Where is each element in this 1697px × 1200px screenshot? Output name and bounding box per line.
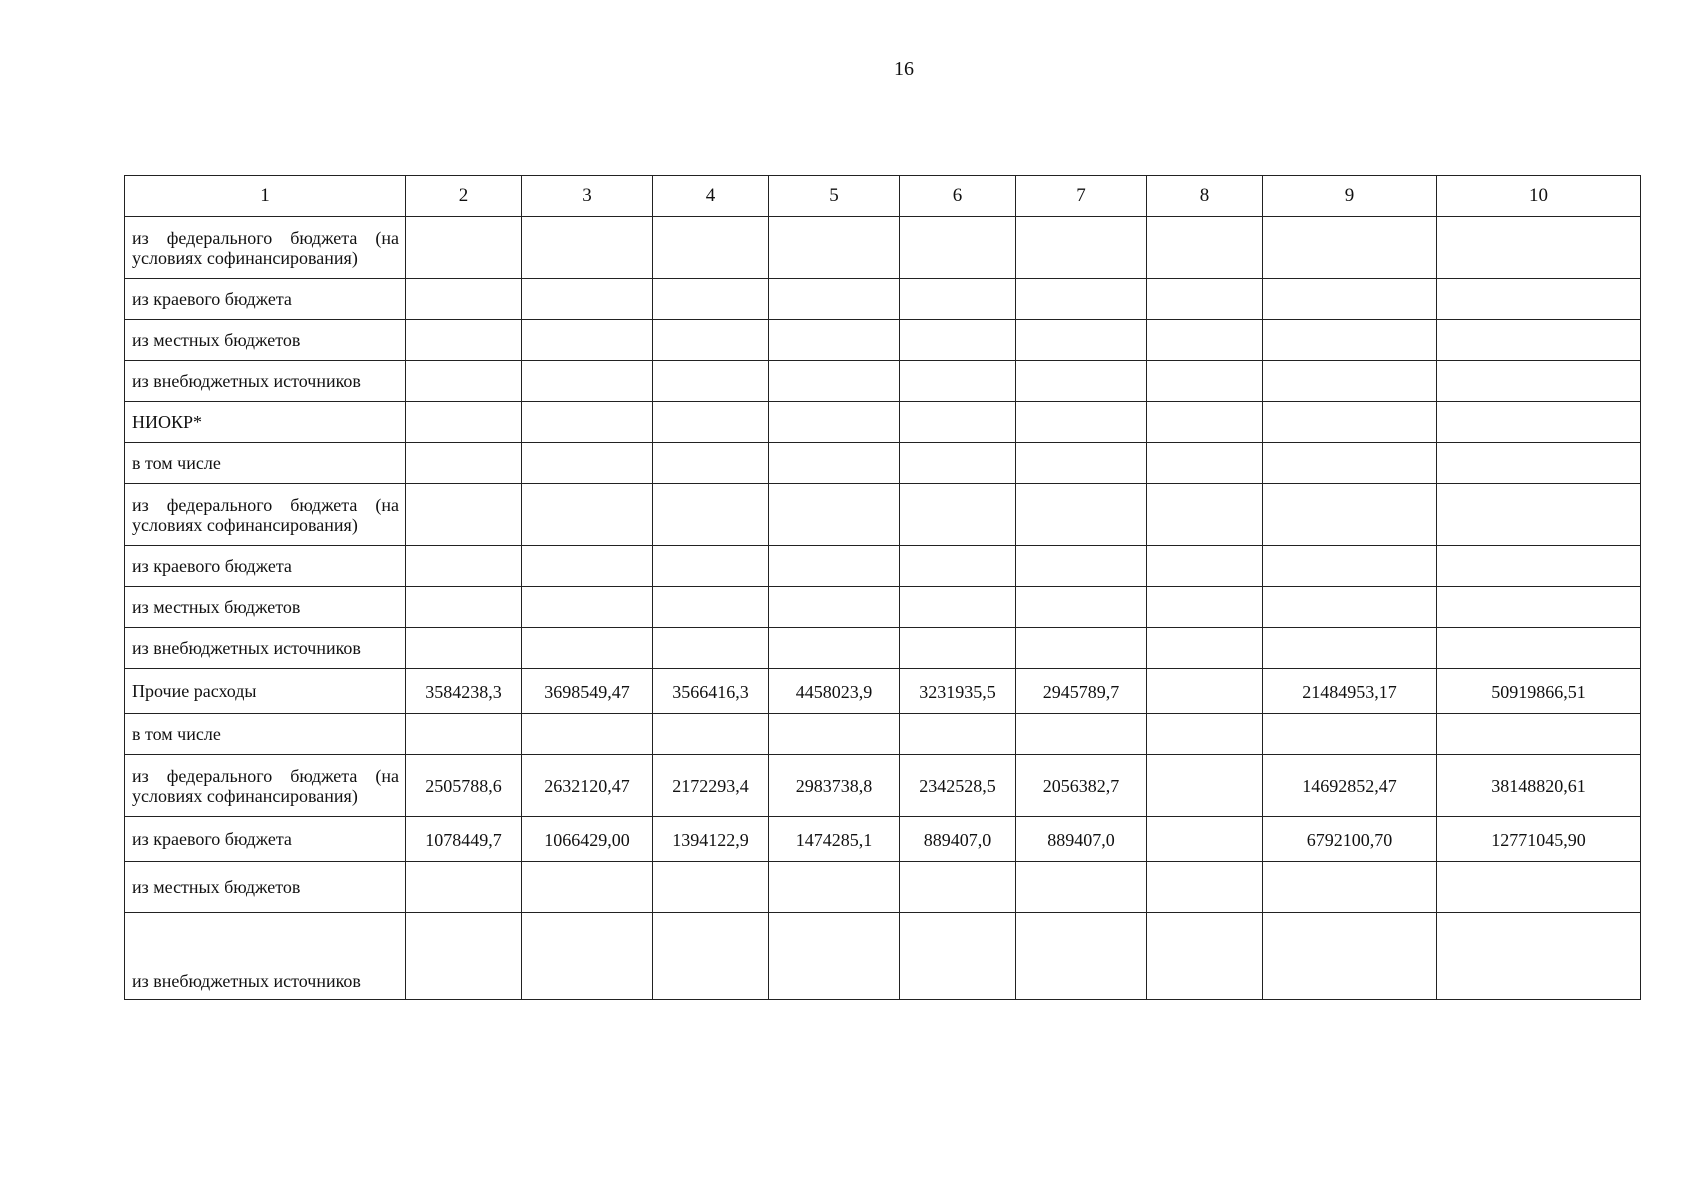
cell-value: [653, 862, 769, 913]
cell-value: [406, 217, 522, 279]
cell-value: [653, 546, 769, 587]
cell-value: [522, 443, 653, 484]
cell-value: [900, 361, 1016, 402]
row-label: из федерального бюджета (на условиях софинансирования): [125, 755, 406, 817]
cell-value: [653, 484, 769, 546]
column-header: 4: [653, 176, 769, 217]
row-label: из местных бюджетов: [125, 320, 406, 361]
column-header: 5: [769, 176, 900, 217]
header-row: [125, 176, 1641, 217]
table-row: [125, 862, 1641, 913]
cell-value: [1437, 913, 1641, 1000]
row-label: из внебюджетных источников: [125, 628, 406, 669]
table-row: [125, 913, 1641, 1000]
cell-value: 3698549,47: [522, 669, 653, 714]
cell-value: [1016, 484, 1147, 546]
cell-value: [1437, 628, 1641, 669]
cell-value: 2505788,6: [406, 755, 522, 817]
cell-value: [900, 628, 1016, 669]
cell-value: [900, 402, 1016, 443]
cell-value: [900, 484, 1016, 546]
cell-value: 3231935,5: [900, 669, 1016, 714]
cell-value: [406, 279, 522, 320]
cell-value: 889407,0: [1016, 817, 1147, 862]
row-label: в том числе: [125, 443, 406, 484]
cell-value: 2172293,4: [653, 755, 769, 817]
cell-value: [1437, 217, 1641, 279]
cell-value: [1016, 862, 1147, 913]
row-label: НИОКР*: [125, 402, 406, 443]
cell-value: [1147, 443, 1263, 484]
cell-value: [1147, 817, 1263, 862]
cell-value: [653, 217, 769, 279]
cell-value: [1016, 913, 1147, 1000]
cell-value: [653, 320, 769, 361]
table-row: [125, 587, 1641, 628]
column-header: 7: [1016, 176, 1147, 217]
cell-value: [522, 217, 653, 279]
cell-value: [522, 546, 653, 587]
cell-value: [900, 443, 1016, 484]
cell-value: [769, 402, 900, 443]
cell-value: [1016, 443, 1147, 484]
cell-value: 38148820,61: [1437, 755, 1641, 817]
row-label: из местных бюджетов: [125, 862, 406, 913]
cell-value: 2056382,7: [1016, 755, 1147, 817]
cell-value: [1147, 546, 1263, 587]
row-label: из краевого бюджета: [125, 817, 406, 862]
column-header: 9: [1263, 176, 1437, 217]
table-row: [125, 484, 1641, 546]
cell-value: 2632120,47: [522, 755, 653, 817]
cell-value: [406, 484, 522, 546]
cell-value: [1147, 628, 1263, 669]
cell-value: [900, 587, 1016, 628]
cell-value: [406, 587, 522, 628]
row-label: из внебюджетных источников: [125, 913, 406, 1000]
cell-value: [1437, 279, 1641, 320]
cell-value: [522, 361, 653, 402]
cell-value: [653, 279, 769, 320]
cell-value: [1147, 862, 1263, 913]
table-row: [125, 669, 1641, 714]
row-label: из федерального бюджета (на условиях софинансирования): [125, 484, 406, 546]
table-row: [125, 361, 1641, 402]
cell-value: [769, 546, 900, 587]
cell-value: 4458023,9: [769, 669, 900, 714]
cell-value: 1394122,9: [653, 817, 769, 862]
cell-value: [769, 484, 900, 546]
cell-value: [522, 279, 653, 320]
cell-value: [653, 587, 769, 628]
cell-value: 1066429,00: [522, 817, 653, 862]
cell-value: [769, 361, 900, 402]
cell-value: [653, 628, 769, 669]
row-label: из местных бюджетов: [125, 587, 406, 628]
cell-value: [522, 628, 653, 669]
cell-value: [1437, 587, 1641, 628]
row-label: из краевого бюджета: [125, 279, 406, 320]
cell-value: [653, 714, 769, 755]
cell-value: [769, 279, 900, 320]
column-header: 10: [1437, 176, 1641, 217]
cell-value: 3566416,3: [653, 669, 769, 714]
cell-value: [522, 913, 653, 1000]
cell-value: [1016, 587, 1147, 628]
cell-value: [406, 862, 522, 913]
cell-value: [1016, 217, 1147, 279]
cell-value: [1437, 546, 1641, 587]
cell-value: 1078449,7: [406, 817, 522, 862]
row-label: из федерального бюджета (на условиях софинансирования): [125, 217, 406, 279]
cell-value: [1263, 443, 1437, 484]
cell-value: [1437, 443, 1641, 484]
row-label: Прочие расходы: [125, 669, 406, 714]
cell-value: [1016, 320, 1147, 361]
cell-value: [1263, 279, 1437, 320]
cell-value: 1474285,1: [769, 817, 900, 862]
cell-value: [900, 320, 1016, 361]
cell-value: [653, 443, 769, 484]
table-row: [125, 817, 1641, 862]
cell-value: [522, 320, 653, 361]
column-header: 2: [406, 176, 522, 217]
cell-value: [406, 320, 522, 361]
cell-value: 12771045,90: [1437, 817, 1641, 862]
cell-value: [769, 628, 900, 669]
cell-value: [406, 443, 522, 484]
cell-value: [769, 862, 900, 913]
cell-value: [653, 402, 769, 443]
cell-value: [1147, 279, 1263, 320]
cell-value: [653, 361, 769, 402]
cell-value: 2983738,8: [769, 755, 900, 817]
cell-value: [1147, 669, 1263, 714]
cell-value: [900, 714, 1016, 755]
cell-value: [1147, 402, 1263, 443]
row-label: из внебюджетных источников: [125, 361, 406, 402]
column-header: 1: [125, 176, 406, 217]
cell-value: [900, 913, 1016, 1000]
cell-value: [1437, 714, 1641, 755]
cell-value: [1437, 402, 1641, 443]
cell-value: [1016, 361, 1147, 402]
cell-value: [522, 484, 653, 546]
cell-value: 21484953,17: [1263, 669, 1437, 714]
cell-value: [406, 628, 522, 669]
cell-value: [1016, 279, 1147, 320]
cell-value: [1263, 714, 1437, 755]
cell-value: [1147, 217, 1263, 279]
cell-value: [1147, 913, 1263, 1000]
cell-value: [406, 714, 522, 755]
cell-value: [769, 714, 900, 755]
cell-value: [900, 546, 1016, 587]
cell-value: [1437, 320, 1641, 361]
budget-table: [124, 175, 1641, 1000]
cell-value: [1147, 361, 1263, 402]
cell-value: [769, 443, 900, 484]
cell-value: [1437, 484, 1641, 546]
cell-value: [900, 862, 1016, 913]
cell-value: [522, 862, 653, 913]
cell-value: [1437, 361, 1641, 402]
cell-value: 2342528,5: [900, 755, 1016, 817]
cell-value: [406, 402, 522, 443]
table-row: [125, 714, 1641, 755]
cell-value: [1263, 862, 1437, 913]
cell-value: [406, 913, 522, 1000]
cell-value: [769, 217, 900, 279]
cell-value: [769, 320, 900, 361]
table-row: [125, 402, 1641, 443]
cell-value: [1263, 320, 1437, 361]
cell-value: [1147, 484, 1263, 546]
cell-value: 50919866,51: [1437, 669, 1641, 714]
column-header: 8: [1147, 176, 1263, 217]
cell-value: [1147, 587, 1263, 628]
cell-value: [1147, 320, 1263, 361]
row-label: в том числе: [125, 714, 406, 755]
cell-value: [1016, 628, 1147, 669]
cell-value: [1016, 714, 1147, 755]
cell-value: [900, 217, 1016, 279]
table-row: [125, 546, 1641, 587]
cell-value: [1263, 484, 1437, 546]
cell-value: 6792100,70: [1263, 817, 1437, 862]
cell-value: 14692852,47: [1263, 755, 1437, 817]
cell-value: [406, 361, 522, 402]
cell-value: [1147, 755, 1263, 817]
row-label: из краевого бюджета: [125, 546, 406, 587]
column-header: 6: [900, 176, 1016, 217]
cell-value: [522, 402, 653, 443]
cell-value: 2945789,7: [1016, 669, 1147, 714]
cell-value: [1437, 862, 1641, 913]
table-row: [125, 217, 1641, 279]
table-row: [125, 443, 1641, 484]
cell-value: 889407,0: [900, 817, 1016, 862]
table-row: [125, 755, 1641, 817]
cell-value: [1263, 402, 1437, 443]
cell-value: [1263, 587, 1437, 628]
cell-value: [1263, 361, 1437, 402]
cell-value: 3584238,3: [406, 669, 522, 714]
column-header: 3: [522, 176, 653, 217]
cell-value: [1016, 546, 1147, 587]
cell-value: [1016, 402, 1147, 443]
cell-value: [769, 913, 900, 1000]
cell-value: [522, 714, 653, 755]
cell-value: [1263, 628, 1437, 669]
cell-value: [406, 546, 522, 587]
cell-value: [1147, 714, 1263, 755]
cell-value: [522, 587, 653, 628]
cell-value: [1263, 217, 1437, 279]
table-row: [125, 628, 1641, 669]
table-row: [125, 320, 1641, 361]
cell-value: [769, 587, 900, 628]
cell-value: [653, 913, 769, 1000]
page-number: 16: [894, 58, 914, 80]
cell-value: [1263, 913, 1437, 1000]
table-row: [125, 279, 1641, 320]
table-body: [125, 217, 1641, 1000]
cell-value: [900, 279, 1016, 320]
cell-value: [1263, 546, 1437, 587]
